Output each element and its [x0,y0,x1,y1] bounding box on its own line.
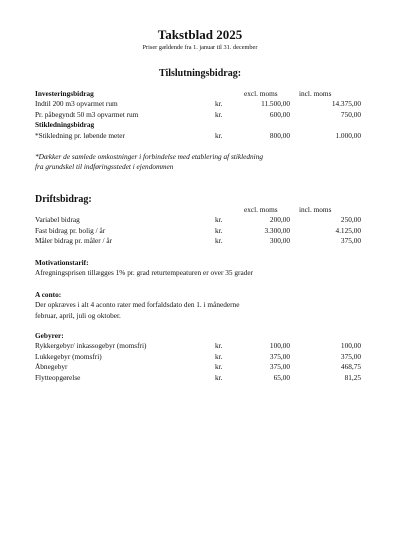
investering-heading: Investeringsbidrag [35,89,94,98]
row-label: Rykkergebyr/ inkassogebyr (momsfri) [35,341,147,350]
price-incl: 1.000,00 [335,131,361,140]
currency-label: kr. [215,215,223,224]
price-incl: 81,25 [344,373,361,382]
price-excl: 11.500,00 [261,99,290,108]
page-title: Takstblad 2025 [157,27,243,42]
row-label: Flytteopgørelse [35,373,81,382]
price-excl: 375,00 [269,362,290,371]
price-excl: 3.300,00 [264,226,290,235]
gebyrer-heading: Gebyrer: [35,331,64,340]
currency-label: kr. [215,373,223,382]
row-label: Måler bidrag pr. måler / år [35,236,112,245]
motivation-heading: Motivationstarif: [35,258,89,267]
page-subtitle: Priser gældende fra 1. januar til 31. december [142,44,258,51]
stikledning-heading: Stikledningsbidrag [35,120,95,129]
row-label: *Stikledning pr. løbende meter [35,131,125,140]
currency-label: kr. [215,362,223,371]
price-incl: 750,00 [340,110,361,119]
price-excl: 375,00 [269,352,290,361]
currency-label: kr. [215,131,223,140]
col-header-excl: excl. moms [244,89,278,98]
price-excl: 300,00 [269,236,290,245]
price-excl: 800,00 [269,131,290,140]
currency-label: kr. [215,226,223,235]
col-header-incl: incl. moms [299,89,332,98]
price-incl: 375,00 [340,236,361,245]
price-incl: 100,00 [340,341,361,350]
currency-label: kr. [215,236,223,245]
section-heading-drift: Driftsbidrag: [35,194,92,205]
row-label: Variabel bidrag [35,215,80,224]
section-heading-tilslutning: Tilslutningsbidrag: [158,68,242,79]
price-excl: 200,00 [269,215,290,224]
price-incl: 468,75 [340,362,361,371]
row-label: Åbnegebyr [35,362,68,371]
price-excl: 600,00 [269,110,290,119]
aconto-heading: A conto: [35,290,62,299]
currency-label: kr. [215,99,223,108]
price-incl: 375,00 [340,352,361,361]
price-incl: 4.125,00 [335,226,361,235]
row-label: Lukkegebyr (momsfri) [35,352,102,361]
currency-label: kr. [215,110,223,119]
row-label: Indtil 200 m3 opvarmet rum [35,99,118,108]
footnote-line: fra grundskel til indføringsstedet i ejendommen [35,162,174,171]
aconto-text-line: februar, april, juli og oktober. [35,311,121,320]
price-incl: 250,00 [340,215,361,224]
currency-label: kr. [215,352,223,361]
col-header-incl: incl. moms [299,205,332,214]
footnote-line: *Dækker de samlede omkostninger i forbindelse med etablering af stikledning [35,152,263,161]
col-header-excl: excl. moms [244,205,278,214]
aconto-text-line: Der opkræves i alt 4 aconto rater med forfaldsdato den 1. i månederne [35,300,240,309]
row-label: Fast bidrag pr. bolig / år [35,226,106,235]
currency-label: kr. [215,341,223,350]
price-excl: 65,00 [273,373,290,382]
price-incl: 14.375,00 [331,99,361,108]
row-label: Pr. påbegyndt 50 m3 opvarmet rum [35,110,139,119]
motivation-text: Afregningsprisen tillægges 1% pr. grad returtempeaturen er over 35 grader [35,268,254,277]
price-excl: 100,00 [269,341,290,350]
